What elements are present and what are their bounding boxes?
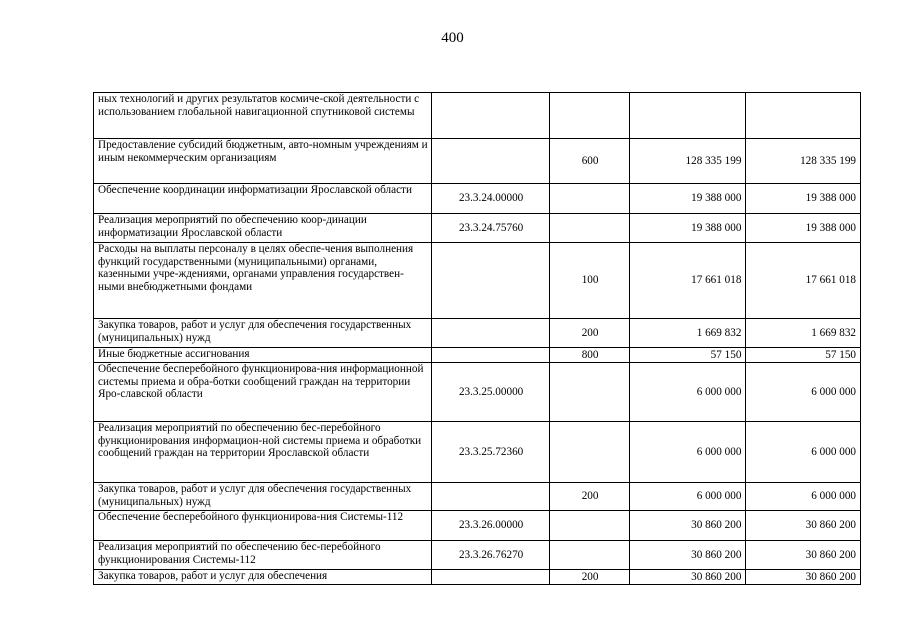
table-row <box>94 422 861 483</box>
expense-type-cell <box>549 363 629 422</box>
row-name-cell: Обеспечение координации информатизации Ярославской области <box>94 184 432 214</box>
amount-year1-cell: 6 000 000 <box>629 422 746 483</box>
table-row <box>94 363 861 422</box>
target-article-code-cell <box>431 570 549 585</box>
amount-year1-cell: 19 388 000 <box>629 184 746 214</box>
amount-year2-cell: 30 860 200 <box>746 570 861 585</box>
row-name-cell: Закупка товаров, работ и услуг для обеспечения государственных (муниципальных) нужд <box>94 319 432 348</box>
amount-year2-cell: 19 388 000 <box>746 214 861 243</box>
expense-type-cell <box>549 93 629 139</box>
row-name-cell: Реализация мероприятий по обеспечению бес-перебойного функционирования информацион-ной системы приема и обработки сообщений граждан на территории Ярославской области <box>94 422 432 483</box>
target-article-code-cell: 23.3.26.00000 <box>431 511 549 541</box>
expense-type-cell: 200 <box>549 570 629 585</box>
amount-year1-cell: 30 860 200 <box>629 511 746 541</box>
amount-year2-cell: 6 000 000 <box>746 483 861 511</box>
amount-year2-cell <box>746 93 861 139</box>
budget-table <box>93 92 861 585</box>
row-name-cell: Расходы на выплаты персоналу в целях обеспе-чения выполнения функций государственными (муниципальными) органами, казенными учре-ждениями, органами управления государствен-ными внебюджетными фондами <box>94 243 432 319</box>
table-row <box>94 541 861 570</box>
amount-year1-cell <box>629 93 746 139</box>
amount-year1-cell: 6 000 000 <box>629 363 746 422</box>
row-name-cell: Закупка товаров, работ и услуг для обеспечения государственных (муниципальных) нужд <box>94 483 432 511</box>
row-name-cell: Предоставление субсидий бюджетным, авто-номным учреждениям и иным некоммерческим организациям <box>94 139 432 184</box>
amount-year2-cell: 6 000 000 <box>746 363 861 422</box>
expense-type-cell <box>549 184 629 214</box>
target-article-code-cell <box>431 139 549 184</box>
target-article-code-cell: 23.3.25.72360 <box>431 422 549 483</box>
amount-year2-cell: 1 669 832 <box>746 319 861 348</box>
amount-year1-cell: 128 335 199 <box>629 139 746 184</box>
expense-type-cell <box>549 214 629 243</box>
expense-type-cell: 800 <box>549 348 629 363</box>
table-row <box>94 93 861 139</box>
expense-type-cell: 200 <box>549 483 629 511</box>
table-row <box>94 348 861 363</box>
amount-year1-cell: 17 661 018 <box>629 243 746 319</box>
amount-year1-cell: 19 388 000 <box>629 214 746 243</box>
row-name-cell: Обеспечение бесперебойного функционирова-ния Системы-112 <box>94 511 432 541</box>
expense-type-cell <box>549 541 629 570</box>
table-row <box>94 319 861 348</box>
table-row <box>94 184 861 214</box>
amount-year1-cell: 30 860 200 <box>629 541 746 570</box>
row-name-cell: Обеспечение бесперебойного функционирова-ния информационной системы приема и обра-ботки сообщений граждан на территории Яро-славской области <box>94 363 432 422</box>
expense-type-cell: 600 <box>549 139 629 184</box>
expense-type-cell: 100 <box>549 243 629 319</box>
amount-year1-cell: 6 000 000 <box>629 483 746 511</box>
table-row <box>94 243 861 319</box>
row-name-cell: Реализация мероприятий по обеспечению коор-динации информатизации Ярославской области <box>94 214 432 243</box>
amount-year2-cell: 6 000 000 <box>746 422 861 483</box>
table-row <box>94 511 861 541</box>
amount-year2-cell: 30 860 200 <box>746 541 861 570</box>
target-article-code-cell: 23.3.26.76270 <box>431 541 549 570</box>
row-name-cell: ных технологий и других результатов космиче-ской деятельности с использованием глобальной навигационной спутниковой системы <box>94 93 432 139</box>
row-name-cell: Иные бюджетные ассигнования <box>94 348 432 363</box>
amount-year2-cell: 19 388 000 <box>746 184 861 214</box>
expense-type-cell <box>549 511 629 541</box>
expense-type-cell <box>549 422 629 483</box>
amount-year2-cell: 128 335 199 <box>746 139 861 184</box>
target-article-code-cell: 23.3.24.00000 <box>431 184 549 214</box>
table-row <box>94 139 861 184</box>
table-row <box>94 570 861 585</box>
expense-type-cell: 200 <box>549 319 629 348</box>
target-article-code-cell <box>431 319 549 348</box>
target-article-code-cell: 23.3.24.75760 <box>431 214 549 243</box>
amount-year2-cell: 57 150 <box>746 348 861 363</box>
amount-year1-cell: 1 669 832 <box>629 319 746 348</box>
target-article-code-cell <box>431 243 549 319</box>
amount-year2-cell: 17 661 018 <box>746 243 861 319</box>
amount-year1-cell: 57 150 <box>629 348 746 363</box>
target-article-code-cell: 23.3.25.00000 <box>431 363 549 422</box>
row-name-cell: Реализация мероприятий по обеспечению бес-перебойного функционирования Системы-112 <box>94 541 432 570</box>
amount-year1-cell: 30 860 200 <box>629 570 746 585</box>
page-number: 400 <box>441 30 464 46</box>
table-row <box>94 483 861 511</box>
amount-year2-cell: 30 860 200 <box>746 511 861 541</box>
target-article-code-cell <box>431 483 549 511</box>
target-article-code-cell <box>431 348 549 363</box>
table-row <box>94 214 861 243</box>
target-article-code-cell <box>431 93 549 139</box>
row-name-cell: Закупка товаров, работ и услуг для обеспечения <box>94 570 432 585</box>
